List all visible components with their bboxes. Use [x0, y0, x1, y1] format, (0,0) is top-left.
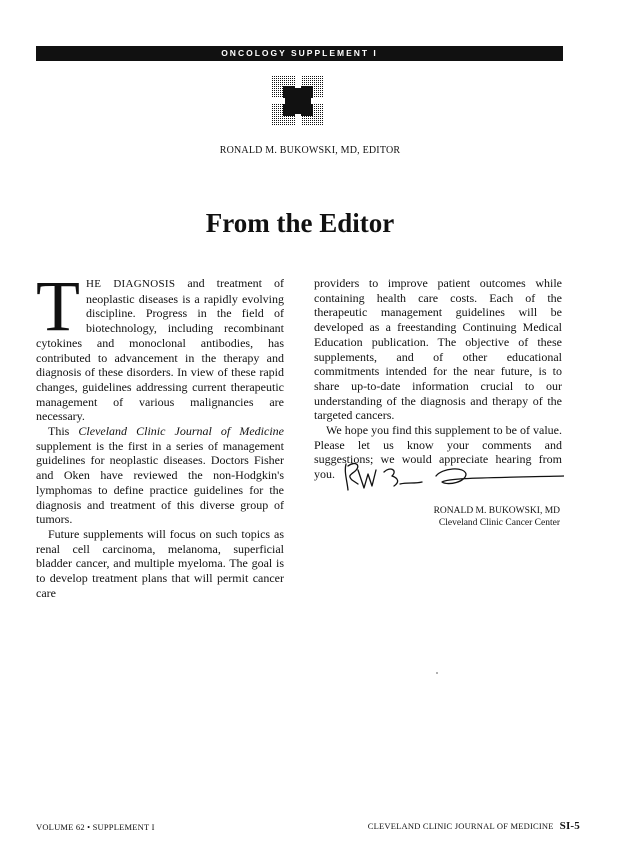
footer-journal: [368, 820, 580, 832]
journal-square-logo: [272, 76, 324, 126]
footer-volume: VOLUME 62 • SUPPLEMENT I: [36, 822, 155, 832]
paragraph-2-post: supplement is the first in a series of management guidelines for neoplastic diseases. Doctors Fisher and Oken have reviewed the non-Hodgkin's lymphomas to define practice guidelines for the diagnosis and treatment of this diverse group of tumors.: [36, 438, 284, 527]
drop-cap: T: [36, 266, 80, 346]
section-banner: ONCOLOGY SUPPLEMENT I: [36, 46, 563, 61]
paragraph-1: [36, 266, 285, 424]
body-column-left: [36, 266, 285, 600]
stray-mark: [436, 672, 438, 674]
paragraph-2: [36, 424, 284, 527]
body-column-right: [314, 276, 562, 482]
paragraph-2-pre: This: [48, 424, 79, 439]
signoff-affiliation: Cleveland Clinic Cancer Center: [438, 518, 560, 528]
paragraph-4: providers to improve patient outcomes while containing health care costs. Each of the therapeutic management guidelines will be developed as a freestanding Continuing Medical Education publication. The objective of these supplements, and of other educational commitments intended for the near future, is to share up-to-date information crucial to our understanding of the diagnosis and therapy of the targeted cancers.: [314, 276, 562, 423]
page-title: From the Editor: [205, 208, 395, 238]
footer-journal-name: CLEVELAND CLINIC JOURNAL OF MEDICINE: [367, 821, 554, 831]
journal-name: Cleveland Clinic Journal of Medicine: [78, 424, 284, 439]
handwritten-signature: [338, 458, 564, 500]
lead-in: HE DIAGNOSIS: [85, 278, 176, 290]
paragraph-1-text: and treatment of neoplastic diseases is a rapidly evolving discipline. Progress in the field of biotechnology, including recombinant cytokines and monoclonal antibodies, has contributed to advancement in the therapy and diagnosis of these disorders. In view of these rapid changes, guidelines addressing current therapeutic management of various malignancies are necessary.: [36, 276, 285, 424]
signoff-name: RONALD M. BUKOWSKI, MD: [433, 506, 560, 516]
page-number: SI-5: [559, 820, 580, 832]
editor-credit: RONALD M. BUKOWSKI, MD, EDITOR: [219, 145, 401, 156]
paragraph-5: We hope you find this supplement to be of value. Please let us know your comments and suggestions; we would appreciate hearing from you.: [314, 423, 562, 482]
paragraph-3: Future supplements will focus on such topics as renal cell carcinoma, melanoma, superficial bladder cancer, and multiple myeloma. The goal is to develop treatment plans that will permit cancer care: [36, 526, 284, 600]
signoff-block: [420, 505, 560, 529]
